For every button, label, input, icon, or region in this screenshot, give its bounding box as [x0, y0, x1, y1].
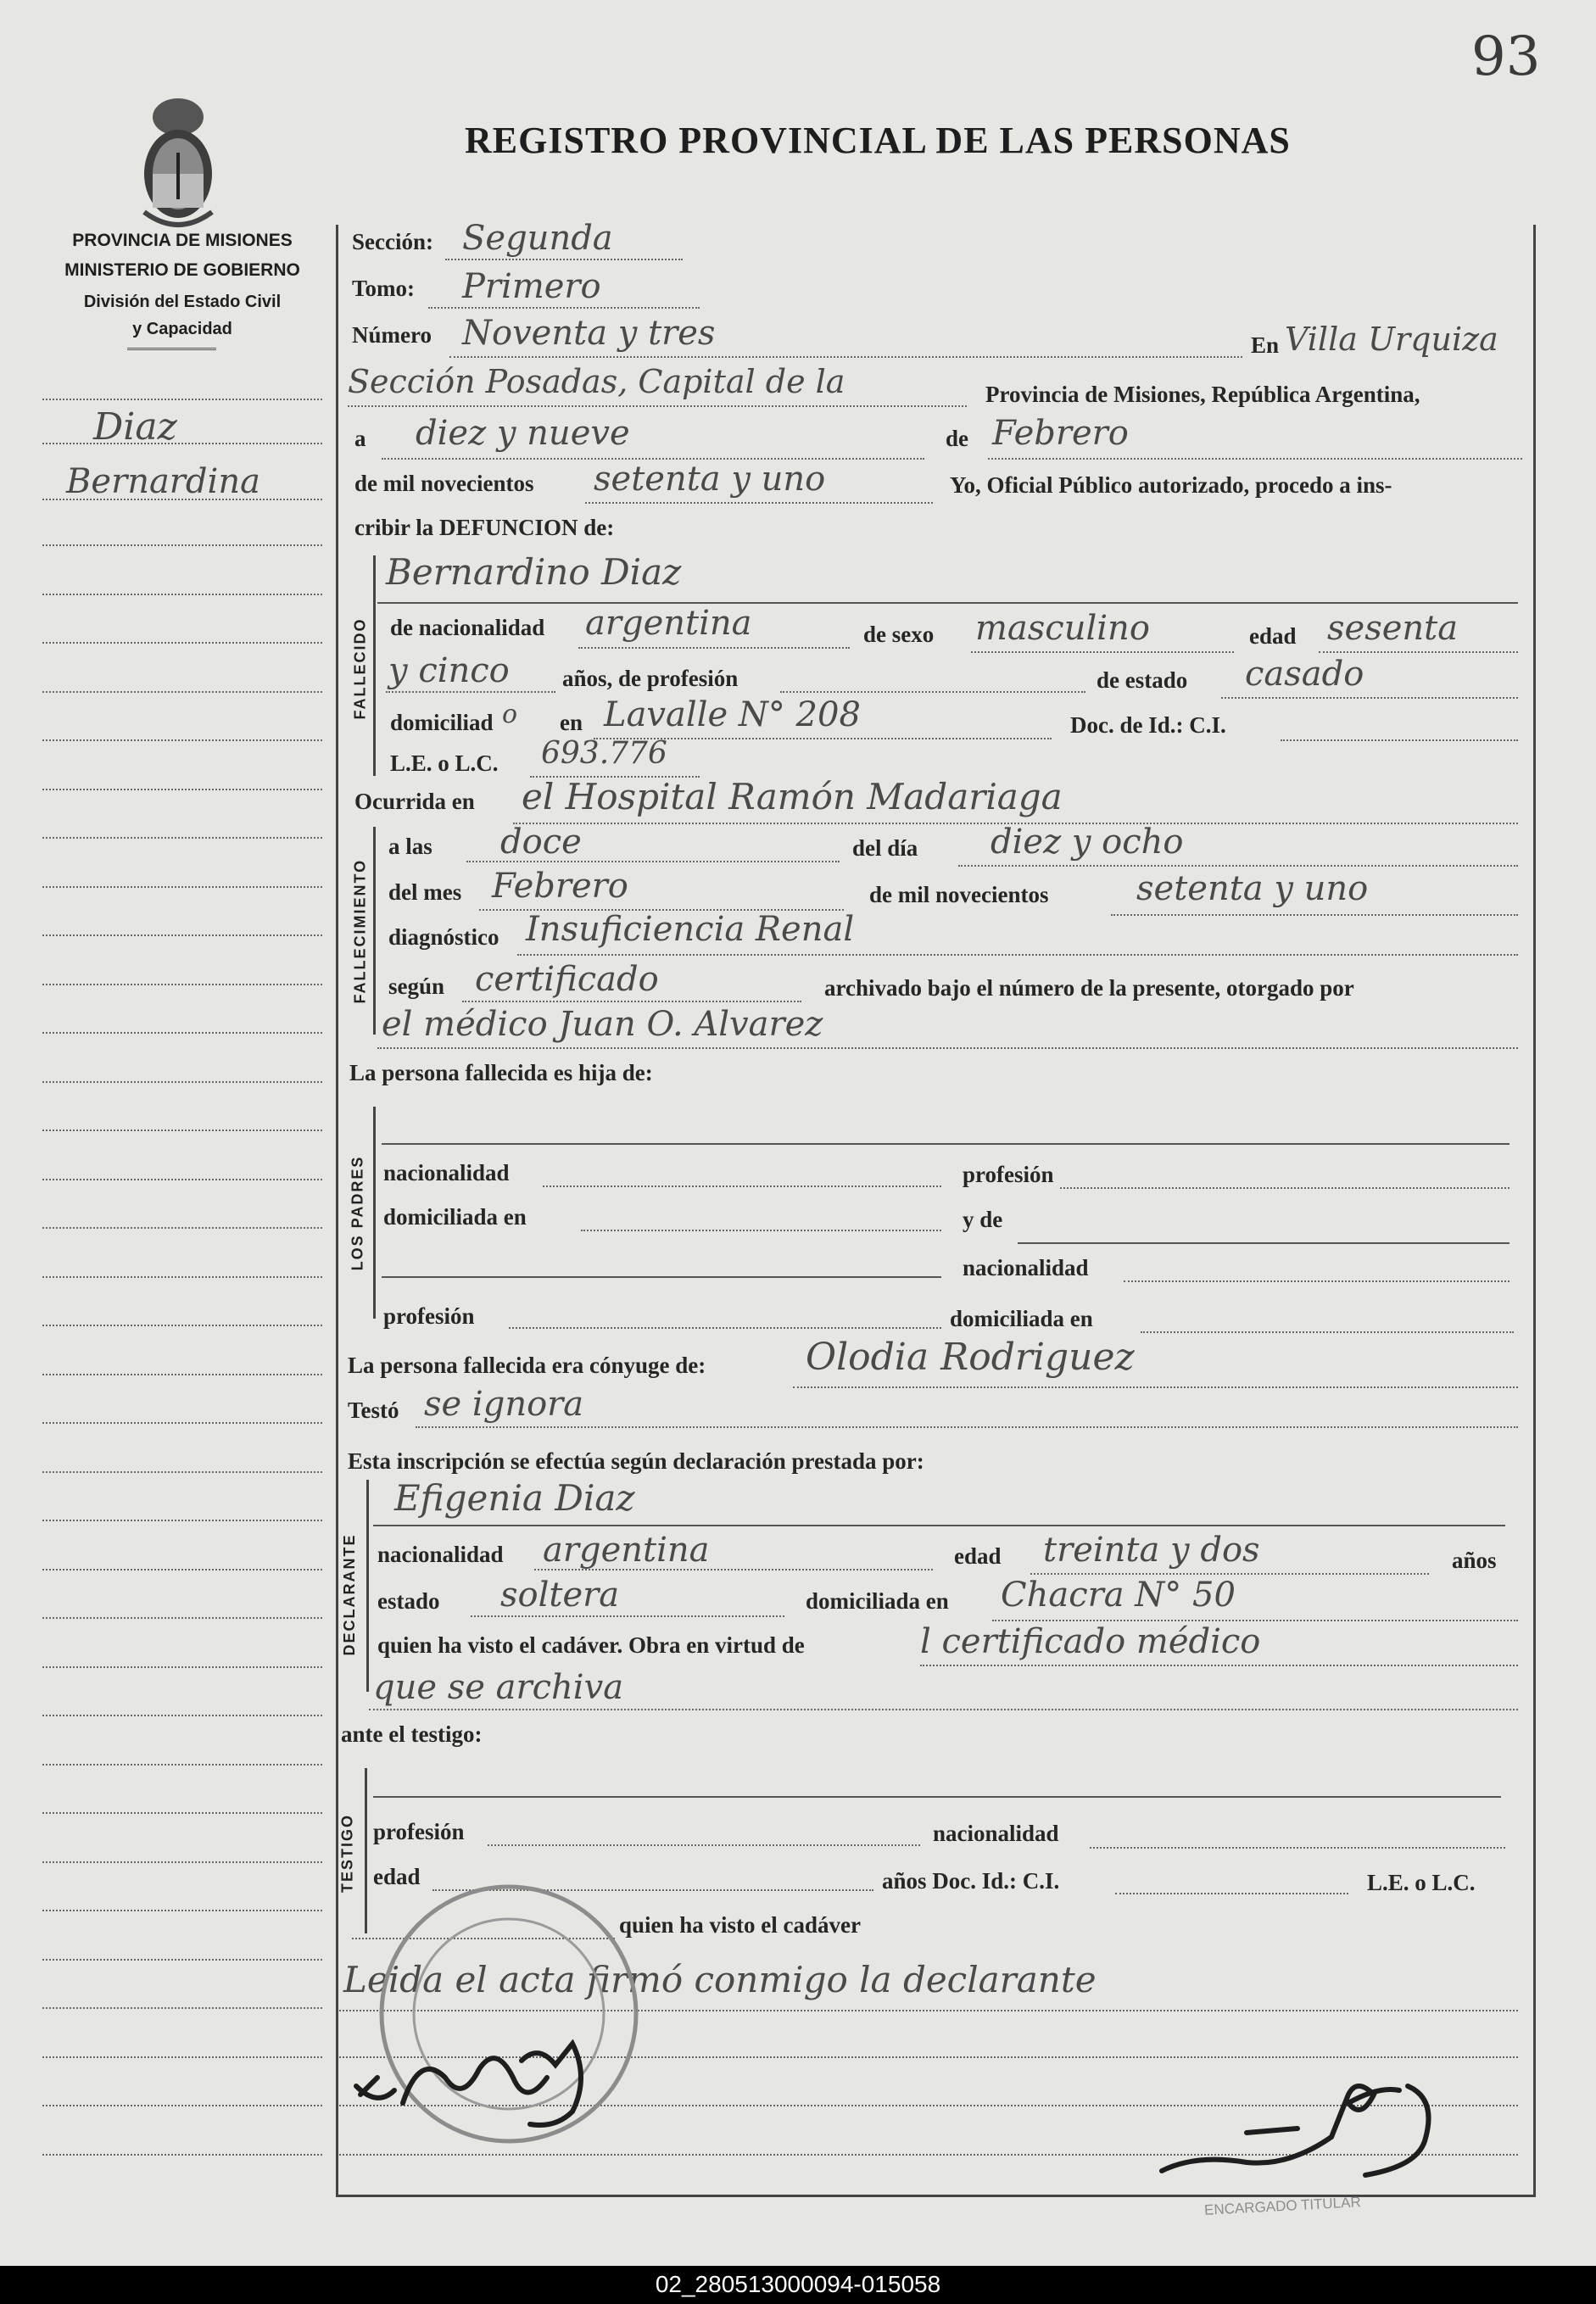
field-line — [1060, 1187, 1510, 1189]
page-number: 93 — [1471, 25, 1541, 88]
field-line — [1115, 1893, 1348, 1894]
field-line — [509, 1327, 941, 1329]
value-leida: Leida el acta firmó conmigo la declarante — [343, 1959, 1097, 2000]
label-a: a — [354, 426, 366, 451]
value-dia: diez y nueve — [416, 414, 630, 453]
label-de-sexo: de sexo — [863, 622, 935, 647]
label-seccion: Sección: — [352, 229, 433, 254]
value-dia-fallec: diez y ocho — [991, 823, 1184, 862]
label-quien-visto: quien ha visto el cadáver. Obra en virtud de — [377, 1632, 805, 1658]
section-bar-fallecimiento — [373, 827, 376, 1035]
section-label-declarante: DECLARANTE — [341, 1533, 358, 1656]
label-en: En — [1251, 332, 1280, 358]
value-nacionalidad: argentina — [585, 604, 752, 643]
label-de: de — [946, 426, 968, 451]
field-line — [1281, 739, 1518, 741]
margin-line — [42, 2154, 322, 2156]
margin-note-name: Bernardina — [66, 462, 260, 501]
value-nombre: Bernardino Diaz — [386, 551, 682, 593]
label-doc-id: Doc. de Id.: C.I. — [1070, 712, 1226, 738]
field-line — [1141, 1331, 1514, 1333]
margin-line — [42, 1471, 322, 1473]
value-mes: Febrero — [992, 414, 1129, 453]
stamp-text: ENCARGADO TITULAR — [1203, 2194, 1362, 2218]
section-label-fallecimiento: FALLECIMIENTO — [351, 858, 369, 1004]
value-sexo: masculino — [975, 609, 1150, 648]
margin-line — [42, 1179, 322, 1180]
footer-bar — [0, 2266, 1596, 2304]
margin-line — [42, 886, 322, 888]
value-edad-cont: y cinco — [388, 651, 510, 690]
margin-note-surname: Diaz — [93, 405, 177, 449]
margin-line — [42, 2105, 322, 2106]
value-segun: certificado — [475, 960, 659, 999]
value-tomo: Primero — [462, 267, 601, 306]
value-le-lc: 693.776 — [541, 736, 667, 771]
margin-line — [42, 1569, 322, 1570]
footer-id: 02_280513000094-015058 — [655, 2271, 941, 2297]
field-line — [988, 458, 1522, 460]
label-cribir: cribir la DEFUNCION de: — [354, 515, 615, 540]
label-declarante-anos: años — [1452, 1548, 1497, 1573]
margin-line — [42, 1520, 322, 1521]
label-tomo: Tomo: — [352, 276, 416, 301]
value-obra-virtud: l certificado médico — [920, 1622, 1261, 1661]
field-line — [780, 691, 1085, 693]
value-anio: setenta y uno — [594, 460, 826, 499]
label-nacionalidad-padre: nacionalidad — [383, 1160, 510, 1185]
value-ocurrida: el Hospital Ramón Madariaga — [522, 776, 1063, 817]
field-line — [578, 647, 850, 649]
label-quien-visto-2: quien ha visto el cadáver — [619, 1912, 862, 1938]
page-title: REGISTRO PROVINCIAL DE LAS PERSONAS — [465, 120, 1291, 161]
field-line — [373, 1796, 1501, 1798]
label-anos-de-profesion: años, de profesión — [562, 666, 739, 691]
field-line — [920, 1665, 1518, 1666]
label-del-dia: del día — [852, 835, 918, 861]
label-conyuge: La persona fallecida era cónyuge de: — [348, 1353, 706, 1378]
label-testigo-nacionalidad: nacionalidad — [933, 1821, 1059, 1846]
field-line — [958, 865, 1518, 867]
value-diagnostico: Insuficiencia Renal — [526, 910, 855, 949]
agency-line-3: División del Estado Civil — [83, 293, 282, 311]
margin-line — [42, 1130, 322, 1131]
value-declarante-nombre: Efigenia Diaz — [394, 1477, 635, 1519]
field-line — [992, 1620, 1518, 1621]
label-testigo-anos-doc: años Doc. Id.: C.I. — [882, 1868, 1060, 1894]
section-bar-fallecido — [373, 555, 376, 776]
label-diagnostico: diagnóstico — [388, 924, 499, 950]
label-segun: según — [388, 973, 445, 999]
label-de-nacionalidad: de nacionalidad — [390, 615, 545, 640]
value-domicilio-suffix: o — [502, 700, 518, 729]
margin-line — [42, 1325, 322, 1326]
label-ocurrida-en: Ocurrida en — [354, 789, 475, 814]
field-line — [449, 356, 1242, 358]
label-a-las: a las — [388, 834, 432, 859]
declarant-signature-icon — [343, 2027, 623, 2137]
label-de-mil: de mil novecientos — [354, 471, 534, 496]
value-en: Villa Urquiza — [1285, 321, 1498, 358]
label-yo-oficial: Yo, Oficial Público autorizado, procedo a ins- — [950, 472, 1392, 498]
value-obra-cont: que se archiva — [373, 1668, 624, 1707]
field-line — [382, 1143, 1510, 1145]
field-line — [373, 1525, 1505, 1526]
field-line — [1018, 1242, 1510, 1244]
margin-line — [42, 691, 322, 693]
margin-line — [42, 642, 322, 644]
label-edad: edad — [1249, 623, 1297, 649]
margin-line — [42, 594, 322, 595]
field-line — [377, 602, 1518, 604]
label-del-mes: del mes — [388, 879, 462, 905]
field-line — [1030, 1573, 1429, 1575]
margin-line — [42, 1276, 322, 1278]
field-line — [466, 861, 840, 862]
coat-of-arms-icon — [131, 93, 225, 229]
section-bar-padres — [373, 1107, 376, 1319]
label-domiciliada-padre: domiciliada en — [383, 1204, 527, 1230]
label-domiciliad: domiciliad — [390, 710, 494, 735]
section-bar-declarante — [366, 1480, 369, 1692]
label-archivado: archivado bajo el número de la presente, otorgado por — [824, 975, 1354, 1001]
margin-line — [42, 443, 322, 444]
agency-line-4: y Capacidad — [132, 320, 232, 338]
label-de-mil-2: de mil novecientos — [869, 882, 1049, 907]
margin-line — [42, 1861, 322, 1863]
margin-line — [42, 1959, 322, 1961]
label-testigo-le-lc: L.E. o L.C. — [1367, 1870, 1476, 1895]
margin-line — [42, 1764, 322, 1766]
value-domicilio: Lavalle N° 208 — [604, 695, 861, 734]
label-numero: Número — [352, 322, 432, 348]
value-hora: doce — [500, 823, 582, 862]
margin-line — [42, 1227, 322, 1229]
agency-line-2: MINISTERIO DE GOBIERNO — [64, 260, 300, 280]
margin-line — [42, 1374, 322, 1375]
value-anio-fallec: setenta y uno — [1136, 869, 1369, 908]
field-line — [585, 502, 933, 504]
field-line — [377, 1047, 1518, 1049]
margin-line — [42, 544, 322, 546]
field-line — [1124, 1280, 1510, 1282]
form-right-border — [1533, 225, 1536, 2196]
field-line — [793, 1386, 1518, 1388]
section-label-testigo: TESTIGO — [338, 1814, 356, 1894]
label-nacionalidad-madre: nacionalidad — [963, 1255, 1089, 1280]
label-en-lower: en — [560, 710, 583, 735]
field-line — [517, 954, 1518, 956]
value-medico: el médico Juan O. Alvarez — [382, 1005, 823, 1044]
margin-line — [42, 789, 322, 790]
field-line — [488, 1844, 920, 1846]
value-declarante-estado: soltera — [500, 1576, 620, 1615]
margin-line — [42, 2007, 322, 2009]
margin-line — [42, 984, 322, 985]
value-declarante-domicilio: Chacra N° 50 — [1001, 1576, 1236, 1615]
label-y-de: y de — [963, 1207, 1003, 1232]
field-line — [971, 651, 1234, 653]
label-hija-de: La persona fallecida es hija de: — [349, 1060, 653, 1085]
value-conyuge: Olodia Rodriguez — [806, 1336, 1135, 1379]
section-bar-testigo — [365, 1768, 367, 1933]
label-profesion-padre: profesión — [963, 1162, 1054, 1187]
label-domiciliada-madre: domiciliada en — [950, 1306, 1093, 1331]
value-declarante-edad: treinta y dos — [1043, 1531, 1260, 1570]
section-label-padres: LOS PADRES — [349, 1155, 366, 1271]
label-declarante-estado: estado — [377, 1588, 440, 1614]
value-declarante-nacionalidad: argentina — [543, 1531, 710, 1570]
margin-line — [42, 399, 322, 400]
value-testo: se ignora — [424, 1385, 584, 1424]
field-line — [581, 1230, 941, 1231]
label-testigo-edad: edad — [373, 1864, 421, 1889]
margin-line — [42, 739, 322, 741]
field-line — [428, 307, 700, 309]
value-seccion-posadas: Sección Posadas, Capital de la — [348, 363, 845, 400]
margin-line — [42, 1666, 322, 1668]
label-inscripcion: Esta inscripción se efectúa según declaración prestada por: — [348, 1448, 924, 1474]
label-le-lc: L.E. o L.C. — [390, 750, 499, 776]
label-provincia: Provincia de Misiones, República Argentina, — [985, 382, 1420, 407]
section-label-fallecido: FALLECIDO — [351, 617, 369, 720]
field-line — [416, 1426, 1518, 1428]
label-declarante-domiciliada: domiciliada en — [806, 1588, 949, 1614]
form-left-border — [336, 225, 338, 2196]
agency-line-1: PROVINCIA DE MISIONES — [72, 231, 293, 250]
field-line — [1090, 1847, 1505, 1849]
field-line — [471, 1615, 784, 1617]
field-line — [1111, 914, 1518, 916]
field-line — [534, 1569, 933, 1570]
value-edad: sesenta — [1327, 609, 1459, 648]
margin-line — [42, 1081, 322, 1083]
value-estado: casado — [1245, 655, 1364, 694]
field-line — [386, 691, 555, 693]
value-mes-fallec: Febrero — [492, 867, 628, 906]
agency-underline — [127, 348, 216, 350]
margin-line — [42, 1715, 322, 1716]
label-declarante-nacionalidad: nacionalidad — [377, 1542, 504, 1567]
margin-line — [42, 1032, 322, 1034]
margin-line — [42, 1422, 322, 1424]
field-line — [543, 1185, 941, 1187]
label-testigo-profesion: profesión — [373, 1819, 465, 1844]
margin-line — [42, 1910, 322, 1911]
field-line — [348, 405, 967, 407]
field-line — [1319, 651, 1518, 653]
value-numero: Noventa y tres — [462, 314, 716, 353]
margin-line — [42, 934, 322, 936]
margin-line — [42, 1812, 322, 1814]
label-declarante-edad: edad — [954, 1543, 1002, 1569]
margin-line — [42, 1617, 322, 1619]
field-line — [382, 1276, 941, 1278]
field-line — [369, 1709, 1518, 1710]
margin-line — [42, 2056, 322, 2058]
label-testo: Testó — [348, 1397, 399, 1423]
official-signature-icon — [1145, 2069, 1484, 2196]
field-line — [462, 1001, 801, 1002]
field-line — [445, 259, 683, 260]
margin-line — [42, 837, 322, 839]
field-line — [1221, 697, 1518, 699]
label-profesion-madre: profesión — [383, 1303, 475, 1329]
value-seccion: Segunda — [462, 219, 613, 258]
label-de-estado: de estado — [1097, 667, 1188, 693]
label-ante-testigo: ante el testigo: — [341, 1721, 483, 1747]
